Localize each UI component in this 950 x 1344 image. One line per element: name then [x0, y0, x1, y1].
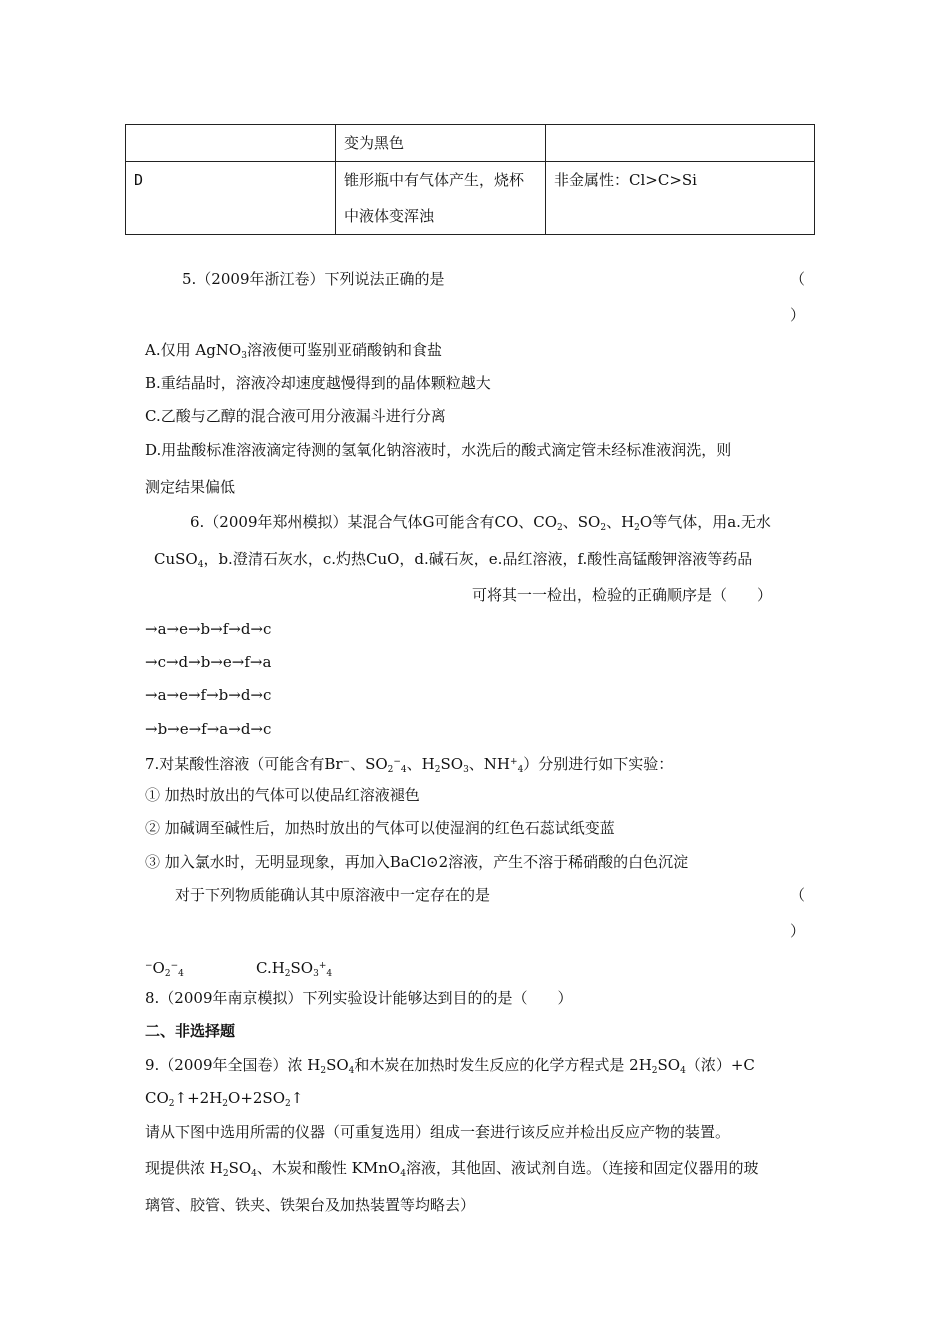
- subscript: 2: [164, 969, 171, 979]
- text: O: [152, 959, 165, 977]
- q7-question: 对于下列物质能确认其中原溶液中一定存在的是: [175, 886, 491, 904]
- subscript: 2: [600, 523, 607, 533]
- subscript: 4: [400, 765, 407, 775]
- q5-option-d-line1: D.用盐酸标准溶液滴定待测的氢氧化钠溶液时，水洗后的酸式滴定管未经标准液润洗，则: [145, 441, 732, 459]
- subscript: 2: [222, 1169, 229, 1179]
- text: 、木炭和酸性 KMnO: [256, 1159, 401, 1177]
- table-cell: 变为黑色: [336, 125, 546, 162]
- text: SO: [228, 1159, 252, 1177]
- text: 7.对某酸性溶液（可能含有Br: [145, 755, 343, 773]
- superscript: −: [342, 757, 351, 767]
- table-cell: [546, 125, 815, 162]
- text: 、H: [406, 755, 435, 773]
- q9-line3: 请从下图中选用所需的仪器（可重复选用）组成一套进行该反应并检出反应产物的装置。: [145, 1123, 731, 1141]
- subscript: 3: [463, 765, 469, 775]
- q7-item-3: [145, 852, 688, 872]
- subscript: 4: [517, 765, 524, 775]
- text: SO: [440, 755, 464, 773]
- subscript: 4: [251, 1169, 257, 1179]
- q7-paren-open: （: [790, 886, 806, 904]
- subscript: 4: [326, 969, 333, 979]
- text: 溶液，其他固、液试剂自选。（连接和固定仪器用的玻: [405, 1159, 759, 1177]
- subscript: 2: [651, 1066, 658, 1076]
- q5-option-b: B.重结晶时，溶液冷却速度越慢得到的晶体颗粒越大: [145, 374, 491, 392]
- q7-paren-close: ）: [790, 922, 806, 940]
- superscript: −: [145, 961, 153, 971]
- superscript: −: [170, 961, 179, 971]
- text: A.仅用 AgNO: [145, 341, 242, 359]
- subscript: 3: [241, 351, 247, 361]
- superscript: +: [510, 757, 518, 767]
- table-cell: [126, 125, 336, 162]
- subscript: 2: [222, 1099, 229, 1109]
- subscript: 4: [400, 1169, 406, 1179]
- text: ↑+2H: [174, 1089, 223, 1107]
- q6-sequence-option: →a→e→b→f→d→c: [145, 620, 272, 638]
- q9-line2: [145, 1088, 303, 1114]
- q5-paren-open: （: [790, 270, 806, 288]
- text: O等气体，用a.无水: [639, 513, 771, 531]
- q5-option-c: C.乙酸与乙醇的混合液可用分液漏斗进行分离: [145, 407, 446, 425]
- text: CuSO: [154, 550, 198, 568]
- text: 、NH: [468, 755, 511, 773]
- text: CO: [145, 1089, 169, 1107]
- text: ③ 加入氯水时，无明显现象，再加入BaCl: [145, 853, 427, 871]
- superscript: +: [318, 961, 327, 971]
- q6-line1: [190, 512, 771, 538]
- superscript: −: [393, 757, 401, 767]
- table-row: [126, 125, 815, 162]
- text: ↑: [290, 1089, 304, 1107]
- subscript: 2: [434, 765, 441, 775]
- q7-item-2: ② 加碱调至碱性后，加热时放出的气体可以使湿润的红色石蕊试纸变蓝: [145, 819, 615, 837]
- q7-item-1: ① 加热时放出的气体可以使品红溶液褪色: [145, 786, 420, 804]
- q7-option-c: [256, 956, 332, 984]
- table-cell: 非金属性：Cl>C>Si: [546, 162, 815, 235]
- table-cell: D: [126, 162, 336, 235]
- text: ）分别进行如下实验：: [523, 755, 674, 773]
- text: ⊙2: [426, 853, 449, 871]
- subscript: 2: [284, 969, 291, 979]
- text: 6.（2009年郑州模拟）某混合气体G可能含有CO、CO: [190, 513, 558, 531]
- text: ，b.澄清石灰水，c.灼热CuO，d.碱石灰，e.品红溶液，f.酸性高锰酸钾溶液等药品: [203, 550, 753, 568]
- text: （浓）+C: [685, 1056, 755, 1074]
- text: SO: [326, 1056, 349, 1074]
- q5-paren-close: ）: [790, 306, 806, 324]
- q7-stem: [145, 752, 673, 780]
- q6-sequence-option: →a→e→f→b→d→c: [145, 686, 272, 704]
- text: SO: [657, 1056, 681, 1074]
- q6-sequence-option: →c→d→b→e→f→a: [145, 653, 272, 671]
- q9-line5: 璃管、胶管、铁夹、铁架台及加热装置等均略去）: [145, 1196, 476, 1214]
- subscript: 3: [313, 969, 319, 979]
- subscript: 2: [168, 1099, 175, 1109]
- q6-sequence-option: →b→e→f→a→d→c: [145, 720, 272, 738]
- q8-stem: 8.（2009年南京模拟）下列实验设计能够达到目的的是（ ）: [145, 989, 573, 1007]
- text: 、SO: [350, 755, 388, 773]
- q5-option-d-line2: 测定结果偏低: [145, 478, 236, 496]
- q9-line4: [145, 1158, 758, 1184]
- text: O+2SO: [228, 1089, 285, 1107]
- text: 9.（2009年全国卷）浓 H: [145, 1056, 321, 1074]
- subscript: 2: [387, 765, 394, 775]
- subscript: 2: [320, 1066, 327, 1076]
- section-title: 二、非选择题: [145, 1022, 236, 1040]
- table-cell: 锥形瓶中有气体产生，烧杯中液体变浑浊: [336, 162, 546, 235]
- table-row: [126, 162, 815, 235]
- text: 和木炭在加热时发生反应的化学方程式是 2H: [354, 1056, 652, 1074]
- q9-line1: [145, 1055, 755, 1081]
- q5-stem: 5.（2009年浙江卷）下列说法正确的是: [182, 270, 445, 288]
- text: 溶液，产生不溶于稀硝酸的白色沉淀: [448, 853, 689, 871]
- subscript: 4: [197, 560, 204, 570]
- subscript: 2: [285, 1099, 291, 1109]
- text: 现提供浓 H: [145, 1159, 223, 1177]
- text: SO: [290, 959, 314, 977]
- text: 溶液便可鉴别亚硝酸钠和食盐: [246, 341, 442, 359]
- subscript: 4: [680, 1066, 686, 1076]
- text: 、SO: [562, 513, 601, 531]
- q6-line2: [154, 549, 752, 575]
- q7-option-fragment: [145, 956, 184, 984]
- q6-line3: 可将其一一检出，检验的正确顺序是（ ）: [472, 586, 773, 604]
- q5-option-a: [145, 340, 442, 366]
- subscript: 2: [557, 523, 563, 533]
- experiment-table: [125, 124, 815, 235]
- subscript: 4: [178, 969, 184, 979]
- text: 、H: [606, 513, 635, 531]
- subscript: 2: [634, 523, 640, 533]
- text: C.H: [256, 959, 285, 977]
- subscript: 4: [348, 1066, 355, 1076]
